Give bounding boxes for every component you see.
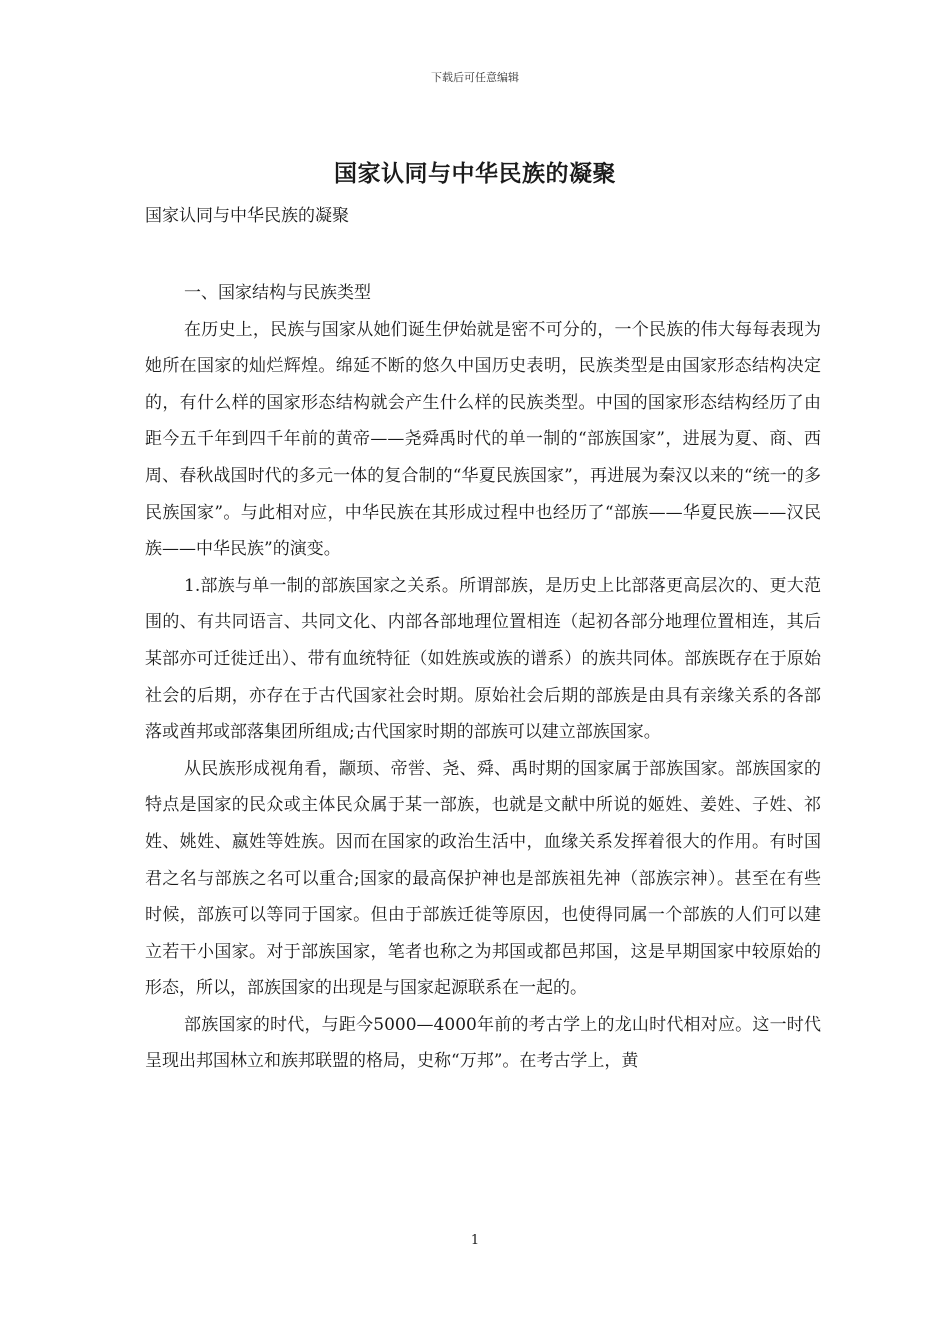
paragraph: 部族国家的时代，与距今5000—4000年前的考古学上的龙山时代相对应。这一时代呈现出邦国林立和族邦联盟的格局，史称“万邦”。在考古学上，黄 xyxy=(145,1014,821,1072)
header-note: 下载后可任意编辑 xyxy=(431,71,519,84)
document-title: 国家认同与中华民族的凝聚 xyxy=(334,160,616,187)
paragraph: 从民族形成视角看，颛顼、帝喾、尧、舜、禹时期的国家属于部族国家。部族国家的特点是国家的民众或主体民众属于某一部族，也就是文献中所说的姬姓、姜姓、子姓、祁姓、姚姓、嬴姓等姓族。因而在国家的政治生活中，血缘关系发挥着很大的作用。有时国君之名与部族之名可以重合;国家的最高保护神也是部族祖先神（部族宗神）。甚至在有些时候，部族可以等同于国家。但由于部族迁徙等原因，也使得同属一个部族的人们可以建立若干小国家。对于部族国家，笔者也称之为邦国或都邑邦国，这是早期国家中较原始的形态，所以，部族国家的出现是与国家起源联系在一起的。 xyxy=(145,758,821,999)
document-body xyxy=(145,275,821,1080)
document-subtitle: 国家认同与中华民族的凝聚 xyxy=(145,206,349,226)
paragraph: 在历史上，民族与国家从她们诞生伊始就是密不可分的，一个民族的伟大每每表现为她所在国家的灿烂辉煌。绵延不断的悠久中国历史表明，民族类型是由国家形态结构决定的，有什么样的国家形态结构就会产生什么样的民族类型。中国的国家形态结构经历了由距今五千年到四千年前的黄帝——尧舜禹时代的单一制的“部族国家”，进展为夏、商、西周、春秋战国时代的多元一体的复合制的“华夏民族国家”，再进展为秦汉以来的“统一的多民族国家”。与此相对应，中华民族在其形成过程中也经历了“部族——华夏民族——汉民族——中华民族”的演变。 xyxy=(145,319,821,560)
paragraph: 1.部族与单一制的部族国家之关系。所谓部族，是历史上比部落更高层次的、更大范围的、有共同语言、共同文化、内部各部地理位置相连（起初各部分地理位置相连，其后某部亦可迁徙迁出）、带有血统特征（如姓族或族的谱系）的族共同体。部族既存在于原始社会的后期，亦存在于古代国家社会时期。原始社会后期的部族是由具有亲缘关系的各部落或酋邦或部落集团所组成;古代国家时期的部族可以建立部族国家。 xyxy=(145,575,821,743)
section-heading: 一、国家结构与民族类型 xyxy=(184,283,371,303)
page-number: 1 xyxy=(470,1233,480,1248)
